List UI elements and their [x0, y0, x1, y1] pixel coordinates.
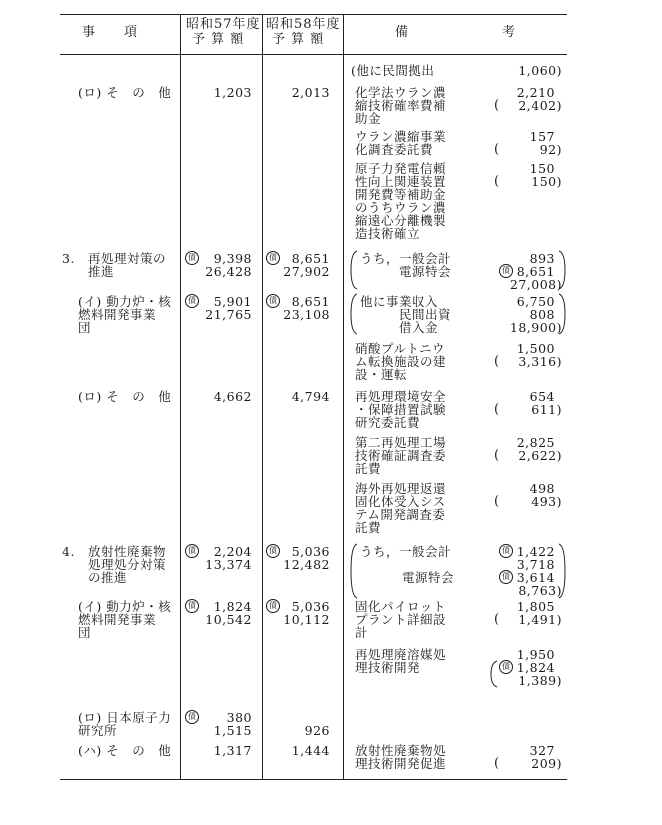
fy58-pnc2-a: 5,036 [291, 599, 330, 614]
note-sec4-v1: 1,422 [516, 544, 555, 559]
bond-marker: 債 [266, 599, 280, 613]
note-solvent-v2: 1,824 [516, 660, 555, 675]
note-vitrified-return-v2: 493) [531, 494, 562, 509]
note-uranium-survey-v1: 157 [529, 129, 555, 144]
fy58-jaeri: 926 [304, 723, 330, 738]
header-fy57-line1: 昭和57年度 [186, 17, 261, 32]
note-sec4-v4: 8,763) [518, 583, 562, 598]
fy58-sec3-a: 8,651 [291, 251, 330, 266]
item-i-pnc: (イ) 動力炉・核 燃料開発事業 団 [78, 294, 172, 335]
bond-marker: 債 [185, 710, 199, 724]
fy57-sec4-b: 13,374 [205, 557, 252, 572]
fy58-sec4-b: 12,482 [283, 557, 330, 572]
note-pnc-v3: 18,900) [509, 320, 562, 335]
header-fy57-line2: 予 算 額 [192, 32, 245, 47]
col-divider-3 [343, 14, 344, 779]
note-solvent: 再処理廃溶媒処 理技術開発 [355, 647, 447, 675]
note-second-plant: 第二再処理工場 技術確証調査委 託費 [355, 435, 447, 476]
bond-marker: 債 [185, 294, 199, 308]
fy58-ro-other-2: 4,794 [291, 389, 330, 404]
fy57-ha-other: 1,317 [213, 743, 252, 758]
bond-marker: 債 [266, 544, 280, 558]
fy58-pnc-a: 8,651 [291, 294, 330, 309]
open-bracket [350, 250, 358, 290]
note-pilot-plant-v1: 1,805 [516, 599, 555, 614]
header-item: 事 項 [82, 25, 139, 40]
note-reliability: 原子力発電信頼 性向上関連装置 開発費等補助金 のうちウラン濃 縮遠心分離機製 造技術確立 [355, 161, 447, 241]
paren-open: ( [494, 142, 500, 157]
bond-marker: 債 [185, 544, 199, 558]
fy57-pnc2-b: 10,542 [205, 612, 252, 627]
close-bracket [558, 543, 566, 599]
paren-open: ( [494, 756, 500, 771]
fy58-sec3-b: 27,902 [283, 264, 330, 279]
note-chem-uranium-v2: 2,402) [518, 98, 562, 113]
paren-open: ( [494, 448, 500, 463]
fy58-pnc2-b: 10,112 [283, 612, 330, 627]
item-ha-other: (ハ) そ の 他 [78, 743, 172, 758]
paren-open: ( [494, 354, 500, 369]
fy57-jaeri-b: 1,515 [213, 723, 252, 738]
item-i-pnc-2: (イ) 動力炉・核 燃料開発事業 団 [78, 599, 172, 640]
fy57-ro-other-2: 4,662 [213, 389, 252, 404]
note-second-plant-v1: 2,825 [516, 435, 555, 450]
note-sec3-v2: 8,651 [516, 264, 555, 279]
bond-marker: 債 [499, 544, 513, 558]
col-divider-1 [180, 14, 181, 779]
note-solvent-v3: 1,389) [518, 673, 562, 688]
item-ro-other-1: (ロ) そ の 他 [78, 85, 172, 100]
note-pu-conversion-v2: 3,316) [518, 354, 562, 369]
note-sec3: うち，一般会計 電源特会 [360, 251, 452, 279]
note-pilot-plant-v2: 1,491) [518, 612, 562, 627]
section-4-title: 放射性廃棄物 処理処分対策 の推進 [88, 544, 167, 585]
fy58-pnc-b: 23,108 [283, 307, 330, 322]
section-4-number: 4. [62, 544, 75, 559]
note-pnc-v1: 6,750 [516, 294, 555, 309]
note-pnc-other: 他に事業収入 民間出資 借入金 [360, 294, 452, 335]
close-bracket [558, 293, 566, 335]
paren-open: ( [494, 402, 500, 417]
note-reliability-v2: 150) [531, 174, 562, 189]
note-pilot-plant: 固化パイロット プラント詳細設 計 [355, 599, 447, 640]
note-pu-conversion: 硝酸プルトニウ ム転換施設の建 設・運転 [355, 341, 447, 382]
note-pnc-v2: 808 [529, 307, 555, 322]
note-reliability-v1: 150 [529, 161, 555, 176]
note-sec4-v2: 3,718 [516, 557, 555, 572]
bond-marker: 債 [266, 251, 280, 265]
note-waste-promotion-v1: 327 [529, 743, 555, 758]
paren-open: ( [494, 494, 500, 509]
bond-marker: 債 [266, 294, 280, 308]
note-env-safety-v2: 611) [531, 402, 562, 417]
note-chem-uranium: 化学法ウラン濃 縮技術確率費補 助金 [355, 85, 447, 126]
note-uranium-survey: ウラン濃縮事業 化調査委託費 [355, 129, 447, 157]
header-notes-a: 備 [395, 25, 410, 40]
note-uranium-survey-v2: 92) [539, 142, 562, 157]
fy57-jaeri-a: 380 [226, 710, 252, 725]
paren-open: ( [494, 98, 500, 113]
note-vitrified-return-v1: 498 [529, 481, 555, 496]
note-sec4-v3: 3,614 [516, 570, 555, 585]
note-sec4-general: うち，一般会計 [360, 544, 452, 559]
item-ro-other-2: (ロ) そ の 他 [78, 389, 172, 404]
paren-open: ( [494, 612, 500, 627]
paren-open: ( [494, 174, 500, 189]
fy57-ro-other-1: 1,203 [213, 85, 252, 100]
close-bracket [558, 250, 566, 290]
table-top-rule [60, 14, 567, 15]
note-waste-promotion: 放射性廃棄物処 理技術開発促進 [355, 743, 447, 771]
fy57-sec4-a: 2,204 [213, 544, 252, 559]
item-ro-jaeri: (ロ) 日本原子力 研究所 [78, 710, 172, 738]
fy57-pnc-a: 5,901 [213, 294, 252, 309]
header-notes-b: 考 [502, 25, 517, 40]
fy57-pnc2-a: 1,824 [213, 599, 252, 614]
note-second-plant-v2: 2,622) [518, 448, 562, 463]
bond-marker: 債 [185, 599, 199, 613]
note-sec3-v1: 893 [529, 251, 555, 266]
fy58-ro-other-1: 2,013 [291, 85, 330, 100]
fy57-sec3-b: 26,428 [205, 264, 252, 279]
note-waste-promotion-v2: 209) [531, 756, 562, 771]
fy57-pnc-b: 21,765 [205, 307, 252, 322]
col-divider-2 [262, 14, 263, 779]
note-env-safety: 再処理環境安全 ・保障措置試験 研究委託費 [355, 389, 447, 430]
header-bottom-rule [60, 54, 567, 55]
table-bottom-rule [60, 779, 567, 780]
fy58-ha-other: 1,444 [291, 743, 330, 758]
bond-marker: 債 [185, 251, 199, 265]
note-pu-conversion-v1: 1,500 [516, 341, 555, 356]
bond-marker: 債 [499, 264, 513, 278]
note-vitrified-return: 海外再処理返還 固化体受入シス テム開発調査委 託費 [355, 481, 447, 535]
note-solvent-v1: 1,950 [516, 647, 555, 662]
bond-marker: 債 [499, 570, 513, 584]
note-env-safety-v1: 654 [529, 389, 555, 404]
header-fy58-line1: 昭和58年度 [266, 17, 341, 32]
bond-marker: 債 [499, 660, 513, 674]
note-private-contrib-value: 1,060) [518, 63, 562, 78]
open-bracket [350, 543, 358, 599]
note-private-contrib: (他に民間拠出 [351, 63, 435, 78]
note-chem-uranium-v1: 2,210 [516, 85, 555, 100]
section-3-number: 3. [62, 251, 75, 266]
note-sec4-special: 電源特会 [402, 570, 455, 585]
fy57-sec3-a: 9,398 [213, 251, 252, 266]
open-bracket [350, 293, 358, 335]
note-sec3-v3: 27,008) [509, 277, 562, 292]
fy58-sec4-a: 5,036 [291, 544, 330, 559]
header-fy58-line2: 予 算 額 [272, 32, 325, 47]
section-3-title: 再処理対策の 推進 [88, 251, 167, 279]
